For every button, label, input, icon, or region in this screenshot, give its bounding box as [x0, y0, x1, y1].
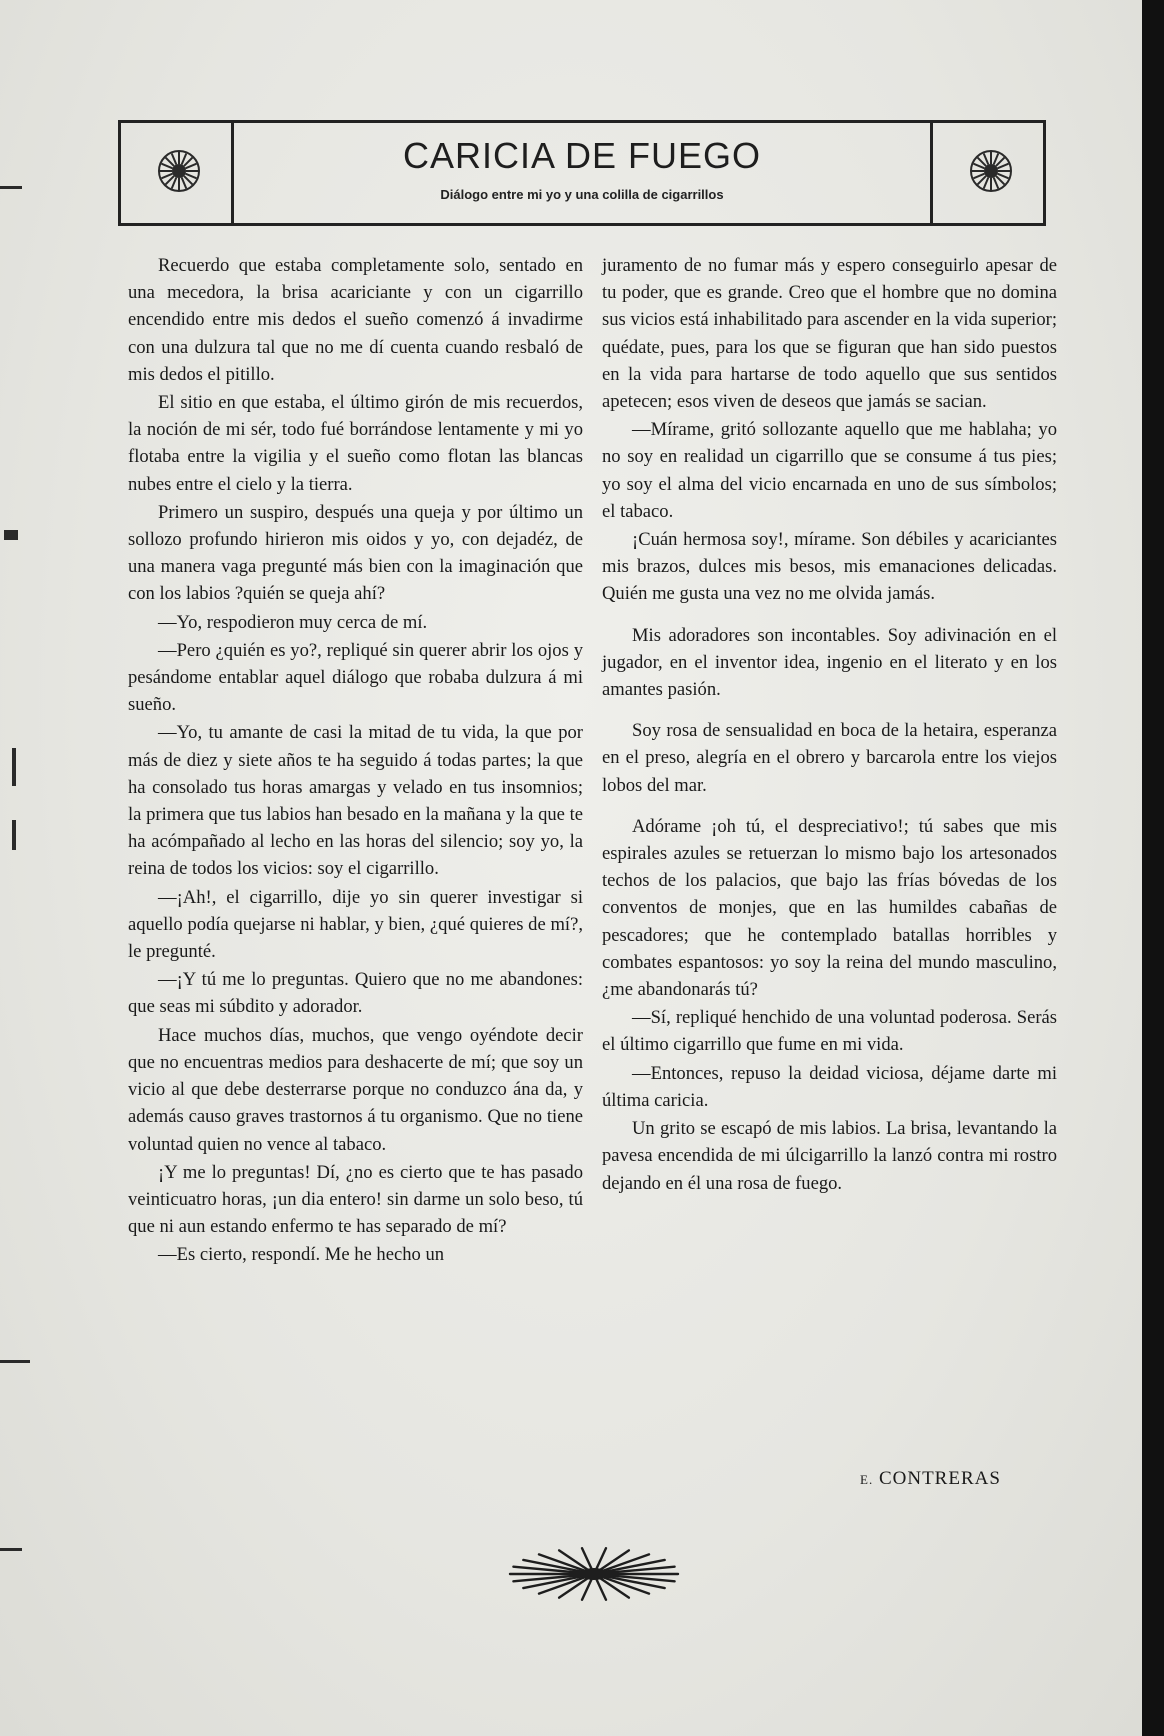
rosette-petal: [182, 153, 187, 164]
starburst-ornament-icon: [504, 1544, 684, 1604]
scan-mark: [12, 748, 16, 786]
rosette-petal: [185, 174, 196, 179]
paragraph: —Entonces, repuso la deidad viciosa, déjame darte mi última caricia.: [602, 1062, 1057, 1111]
scan-edge: [1142, 0, 1164, 1736]
rosette-icon: [965, 145, 1017, 197]
paragraph: El sitio en que estaba, el último girón de mis recuerdos, la noción de mi sér, todo fué borrándose lentamente y mi yo flotaba entre la vigilia y el sueño como flotan las blancas nubes entre el cielo y la tierra.: [128, 392, 583, 495]
article-title: CARICIA DE FUEGO: [402, 135, 762, 176]
rosette-petal: [166, 176, 174, 184]
scan-mark: [0, 1360, 30, 1363]
paragraph: —¡Y tú me lo preguntas. Quiero que no me abandones: que seas mi súbdito y adorador.: [128, 969, 583, 1018]
paragraph: Recuerdo que estaba completamente solo, sentado en una mecedora, la brisa acariciante y con un cigarrillo encendido entre mis dedos el sueño comenzó á invadirme con una dulzura tal que no me dí cuenta cuando resbaló de mis dedos el pitillo.: [128, 255, 583, 385]
paragraph: Primero un suspiro, después una queja y por último un sollozo profundo hirieron mis oidos y yo, con dejadéz, de una manera vaga pregunté más bien con la imaginación que con los labios ?quién se queja ahí?: [128, 501, 583, 605]
header-left-box: [118, 123, 234, 223]
paragraph: Un grito se escapó de mis labios. La brisa, levantando la pavesa encendida de mi úlcigarrillo la lanzó contra mi rostro dejando en él una rosa de fuego.: [602, 1118, 1057, 1194]
paragraph: ¡Cuán hermosa soy!, mírame. Son débiles y acariciantes mis brazos, dulces mis besos, mis emanaciones delicadas. Quién me gusta una vez no me olvida jamás.: [602, 529, 1057, 605]
paragraph: ¡Y me lo preguntas! Dí, ¿no es cierto que te has pasado veinticuatro horas, ¡un dia entero! sin darme un solo beso, tú que ni aun estando enfermo te has separado de mí?: [128, 1161, 583, 1238]
paragraph: —Es cierto, respondí. Me he hecho un: [158, 1244, 445, 1266]
rosette-petal: [994, 177, 999, 188]
paragraph: —Yo, respodieron muy cerca de mí.: [158, 611, 428, 633]
right-column: [602, 252, 1057, 1198]
header-right-box: [930, 123, 1046, 223]
rosette-petal: [973, 174, 984, 179]
paragraph: juramento de no fumar más y espero conseguirlo apesar de tu poder, que es grande. Creo que el hombre que no domina sus vicios está inhabilitado para ascender en la vida superior; quédate, pues, para los que se figuran que han sido puestos en la vida para hartarse de todo aquello que sus sentidos apetecen; esos viven de deseos que jamás se sacian.: [602, 255, 1057, 413]
paragraph: Adórame ¡oh tú, el despreciativo!; tú sabes que mis espirales azules se retuerzan lo mismo bajo los artesonados techos de los palacios, que bajo las frías bóvedas de los conventos de monjes, que en las humildes cabañas de pescadores; que he contemplado batallas horribles y combates espantosos: yo soy la reina del mundo masculino, ¿me abandonarás tú?: [602, 815, 1057, 1001]
rosette-petal: [984, 153, 989, 164]
scan-mark: [0, 1548, 22, 1551]
rosette-petal: [161, 164, 172, 169]
rosette-petal: [978, 176, 986, 184]
paragraph: Soy rosa de sensualidad en boca de la hetaira, esperanza en el preso, alegría en el obrero y barcarola entre los viejos lobos del mar.: [602, 720, 1057, 796]
paragraph: Hace muchos días, muchos, que vengo oyéndote decir que no encuentras medios para deshacerte de mí; que soy un vicio al que debe desterrarse porque no conduzco ána da, y además causo graves trastornos á tu organismo. Que no tiene voluntad quien no vence al tabaco.: [128, 1024, 583, 1155]
scan-mark: [4, 530, 18, 540]
paragraph: —¡Ah!, el cigarrillo, dije yo sin querer investigar si aquello podía quejarse ni hablar, y bien, ¿qué quieres de mí?, le pregunté.: [128, 886, 583, 963]
rosette-petal: [172, 177, 177, 188]
article-subtitle: Diálogo entre mi yo y una colilla de cigarrillos: [440, 187, 724, 202]
author-signature: [860, 1468, 1001, 1490]
paragraph: —Sí, repliqué henchido de una voluntad poderosa. Serás el último cigarrillo que fume en mi vida.: [602, 1007, 1057, 1056]
rosette-petal: [184, 176, 192, 184]
author-initial: E.: [860, 1472, 874, 1487]
rosette-petal: [172, 153, 177, 164]
rosette-petal: [996, 176, 1004, 184]
rosette-petal: [994, 153, 999, 164]
rosette-petal: [973, 164, 984, 169]
rosette-petal: [978, 158, 986, 166]
paragraph: —Yo, tu amante de casi la mitad de tu vida, la que por más de diez y siete años te ha seguido á todas partes; la que ha consolado tus horas amargas y velado en tus insomnios; la primera que tus labios han besado en la mañana y la que te ha acómpañado al lecho en las horas del silencio; soy yo, la reina de todos los vicios: soy el cigarrillo.: [128, 722, 583, 880]
rosette-petal: [184, 158, 192, 166]
rosette-petal: [996, 158, 1004, 166]
paragraph: Mis adoradores son incontables. Soy adivinación en el jugador, en el inventor idea, ingenio en el literato y en los amantes pasión.: [602, 624, 1057, 701]
scan-mark: [12, 820, 16, 850]
rosette-petal: [185, 164, 196, 169]
rosette-petal: [166, 158, 174, 166]
author-surname: CONTRERAS: [878, 1468, 1001, 1489]
rosette-icon: [153, 145, 205, 197]
paragraph: —Mírame, gritó sollozante aquello que me hablaha; yo no soy en realidad un cigarrillo que se consume á tus pies; yo soy el alma del vicio encarnada en uno de sus símbolos; el tabaco.: [602, 419, 1057, 522]
article-header: [118, 120, 1046, 226]
rosette-petal: [984, 177, 989, 188]
rosette-petal: [182, 177, 187, 188]
rosette-petal: [997, 164, 1008, 169]
left-column: [128, 252, 583, 1270]
paragraph: —Pero ¿quién es yo?, repliqué sin querer abrir los ojos y pesándome entablar aquel diálogo que robaba dulzura á mi sueño.: [128, 639, 583, 716]
rosette-petal: [161, 174, 172, 179]
rosette-petal: [997, 174, 1008, 179]
scan-mark: [0, 186, 22, 189]
